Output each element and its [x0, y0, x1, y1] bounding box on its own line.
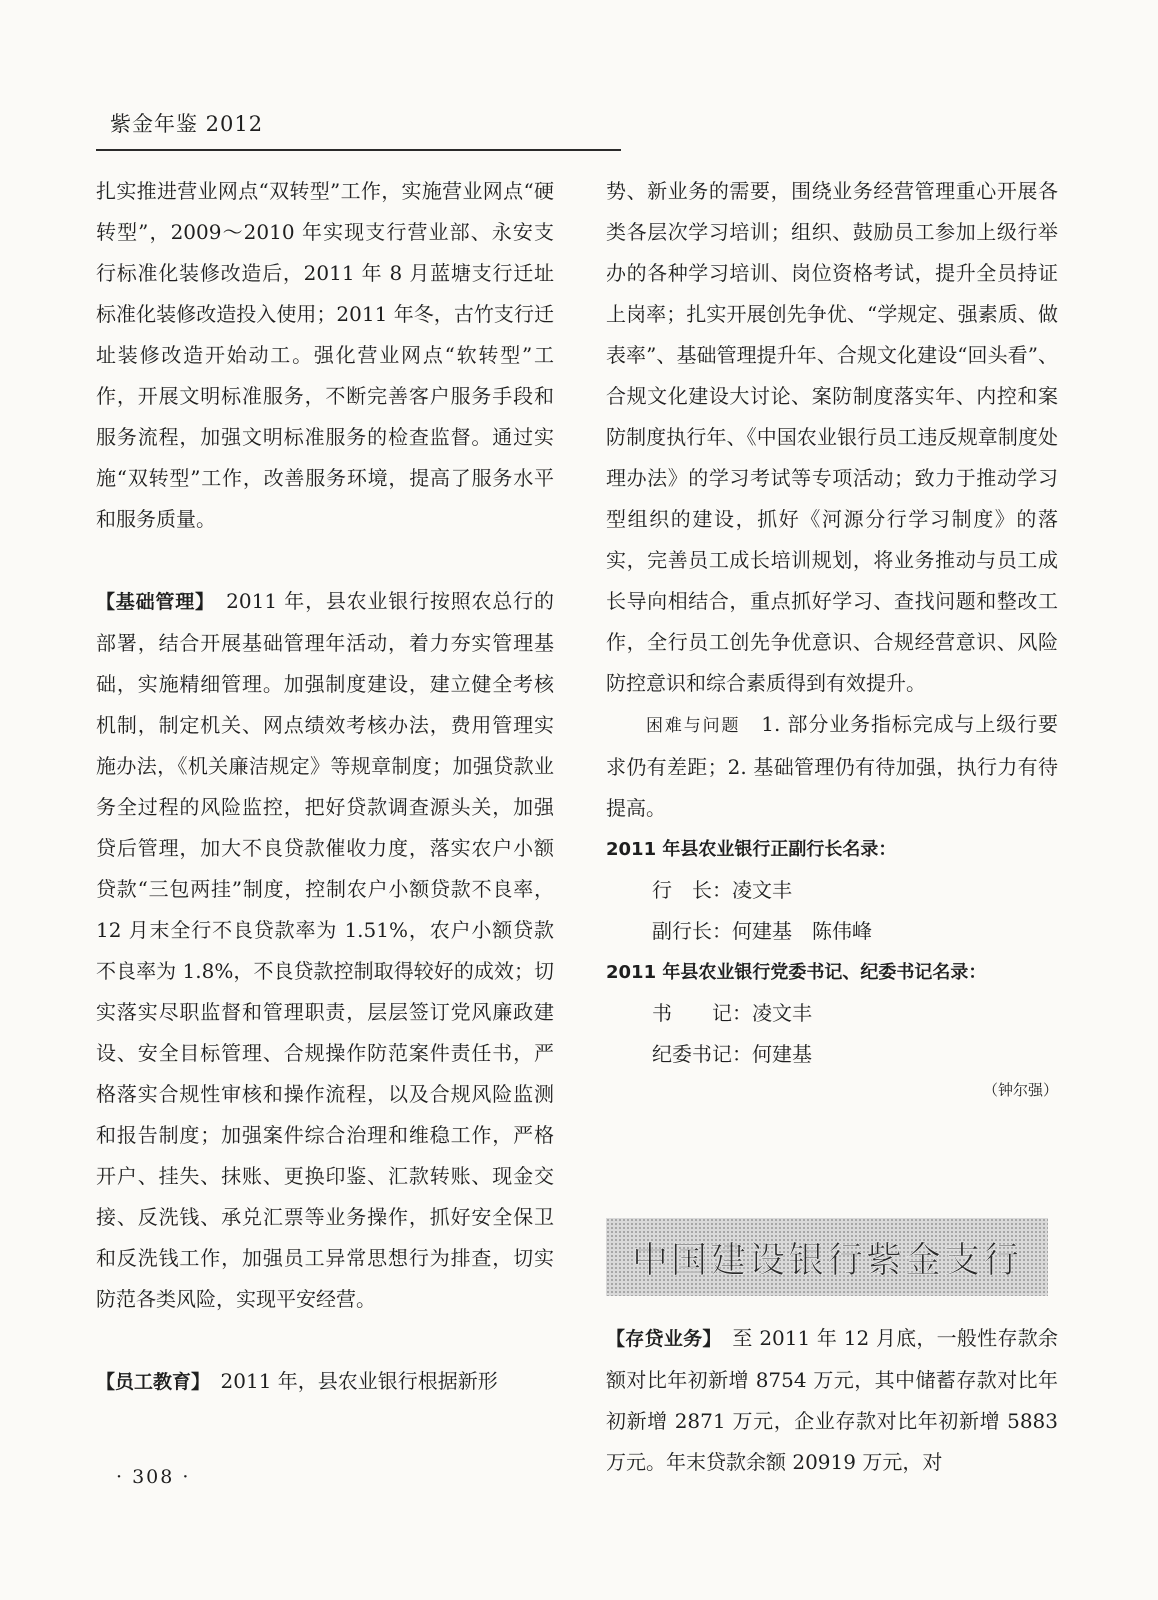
- paragraph-text: 2011 年，县农业银行按照农总行的部署，结合开展基础管理年活动，着力夯实管理基础，实施精细管理。加强制度建设，建立健全考核机制，制定机关、网点绩效考核办法，费用管理实施办法，《机关廉洁规定》等规章制度；加强贷款业务全过程的风险监控，把好贷款调查源头关，加强贷后管理，加大不良贷款催收力度，落实农户小额贷款“三包两挂”制度，控制农户小额贷款不良率，12 月末全行不良贷款率为 1.51%，农户小额贷款不良率为 1.8%，不良贷款控制取得较好的成效；切实落实尽职监督和管理职责，层层签订党风廉政建设、安全目标管理、合规操作防范案件责任书，严格落实合规性审核和操作流程，以及合规风险监测和报告制度；加强案件综合治理和维稳工作，严格开户、挂失、抹账、更换印鉴、汇款转账、现金交接、反洗钱、承兑汇票等业务操作，抓好安全保卫和反洗钱工作，加强员工异常思想行为排查，切实防范各类风险，实现平安经营。: [96, 589, 554, 1311]
- paragraph-service-transformation: 扎实推进营业网点“双转型”工作，实施营业网点“硬转型”，2009～2010 年实现支行营业部、永安支行标准化装修改造后，2011 年 8 月蓝塘支行迁址标准化装修改造投入使用；2011 年冬，古竹支行迁址装修改造开始动工。强化营业网点“软转型”工作，开展文明标准服务，不断完善客户服务手段和服务流程，加强文明标准服务的检查监督。通过实施“双转型”工作，改善服务环境，提高了服务水平和服务质量。: [96, 179, 554, 531]
- paragraph-staff-education: [96, 1361, 554, 1403]
- left-column: [96, 171, 554, 1403]
- subheading-difficulties: 困难与问题: [646, 716, 741, 736]
- list-item: 纪委书记：何建基: [652, 1042, 812, 1066]
- paragraph-staff-education-cont: 势、新业务的需要，围绕业务经营管理重心开展各类各层次学习培训；组织、鼓励员工参加上级行举办的各种学习培训、岗位资格考试，提升全员持证上岗率；扎实开展创先争优、“学规定、强素质、做表率”、基础管理提升年、合规文化建设“回头看”、合规文化建设大讨论、案防制度落实年、内控和案防制度执行年、《中国农业银行员工违反规章制度处理办法》的学习考试等专项活动；致力于推动学习型组织的建设，抓好《河源分行学习制度》的落实，完善员工成长培训规划，将业务推动与员工成长导向相结合，重点抓好学习、查找问题和整改工作，全行员工创先争优意识、合规经营意识、风险防控意识和综合素质得到有效提升。: [606, 179, 1058, 695]
- paragraph-text: 1. 部分业务指标完成与上级行要求仍有差距；2. 基础管理仍有待加强，执行力有待提高。: [606, 712, 1058, 820]
- running-header: 紫金年鉴 2012: [110, 112, 264, 136]
- author-credit: （钟尔强）: [982, 1081, 1058, 1099]
- right-column-lower: [606, 1318, 1058, 1483]
- list-item: 行 长：凌文丰: [652, 878, 792, 902]
- list-item: 副行长：何建基 陈伟峰: [652, 919, 872, 943]
- paragraph-deposits-loans: [606, 1318, 1058, 1483]
- banner-title: 中国建设银行紫金支行: [631, 1239, 1022, 1281]
- header-rule: [96, 149, 621, 151]
- section-banner: [606, 1218, 1048, 1296]
- page-number: · 308 ·: [116, 1466, 191, 1488]
- list-title-presidents: 2011 年县农业银行正副行长名录：: [606, 839, 897, 860]
- list-item: 书 记：凌文丰: [652, 1001, 812, 1025]
- section-keyword: 【基础管理】: [96, 591, 206, 613]
- paragraph-gap: [96, 1320, 554, 1361]
- paragraph-gap: [96, 540, 554, 581]
- paragraph-text: 2011 年，县农业银行根据新形: [200, 1369, 498, 1393]
- section-keyword: 【员工教育】: [96, 1371, 201, 1393]
- paragraph-basic-management: [96, 581, 554, 1320]
- right-column: [606, 171, 1058, 1105]
- paragraph-difficulties: [606, 704, 1058, 829]
- paragraph-text: 至 2011 年 12 月底，一般性存款余额对比年初新增 8754 万元，其中储蓄存款对比年初新增 2871 万元，企业存款对比年初新增 5883 万元。年末贷款余额 20919 万元，对: [606, 1326, 1058, 1474]
- section-keyword: 【存贷业务】: [606, 1328, 713, 1350]
- list-title-secretaries: 2011 年县农业银行党委书记、纪委书记名录：: [606, 962, 987, 983]
